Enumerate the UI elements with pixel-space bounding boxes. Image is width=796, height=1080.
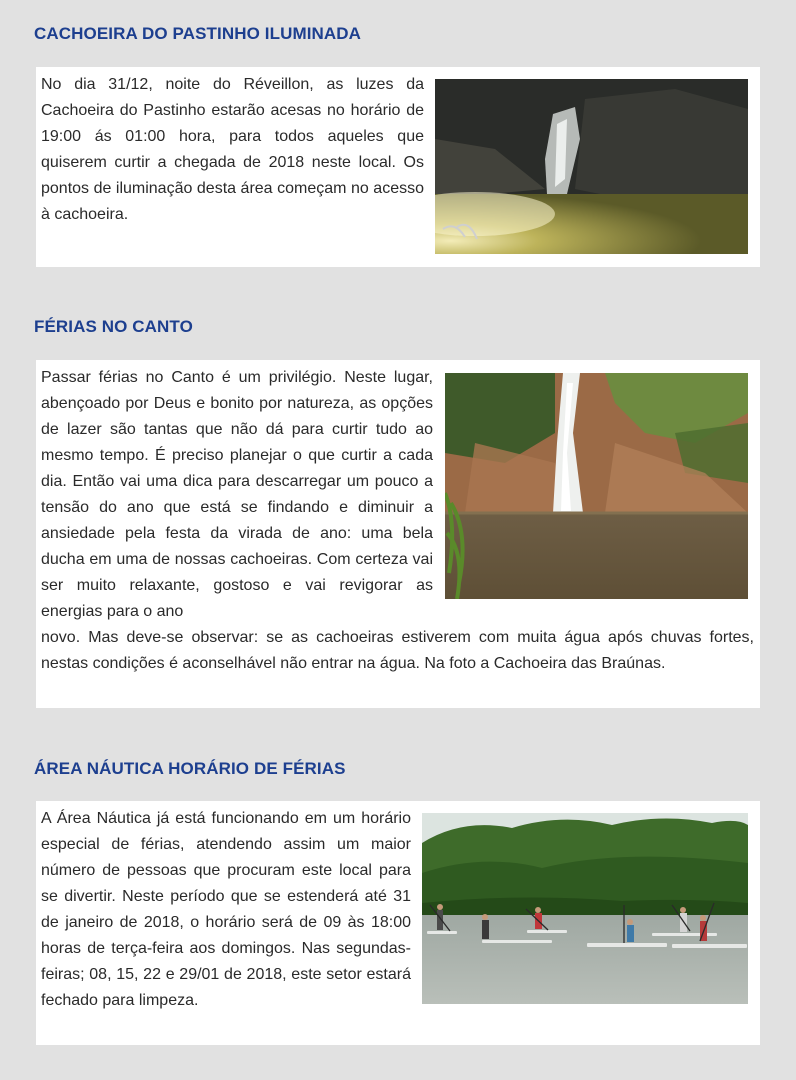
article-card [36,801,760,1045]
article-text: A Área Náutica já está funcionando em um horário especial de férias, atendendo assim um maior número de pessoas que procuram este local para se divertir. Neste período que se estenderá até 31 de janeiro de 2018, o horário será de 09 às 18:00 horas de terça-feira aos domingos. Nas segundas-feiras; 08, 15, 22 e 29/01 de 2018, este setor estará fechado para limpeza. [41,810,411,1009]
article-title: ÁREA NÁUTICA HORÁRIO DE FÉRIAS [34,759,346,778]
paddleboard-lake-photo [422,813,748,1004]
article-card [36,67,760,267]
waterfall-photo [445,373,748,599]
article-title: FÉRIAS NO CANTO [34,317,193,336]
article-title: CACHOEIRA DO PASTINHO ILUMINADA [34,24,362,43]
illuminated-waterfall-photo [435,79,748,254]
article-text-continued: novo. Mas deve-se observar: se as cachoeiras estiverem com muita água após chuvas fortes, nestas condições é aconselhável não entrar na água. Na foto a Cachoeira das Braúnas. [41,629,754,672]
article-text: No dia 31/12, noite do Réveillon, as luzes da Cachoeira do Pastinho estarão acesas no horário de 19:00 ás 01:00 hora, para todos aqueles que quiserem curtir a chegada de 2018 neste local. Os pontos de iluminação desta área começam no acesso à cachoeira. [41,76,424,223]
article-card [36,360,760,708]
article-text: Passar férias no Canto é um privilégio. Neste lugar, abençoado por Deus e bonito por natureza, as opções de lazer são tantas que não dá para curtir tudo ao mesmo tempo. É preciso planejar o que curtir a cada dia. Então vai uma dica para descarregar um pouco a tensão do ano que está se findando e diminuir a ansiedade pela festa da virada de ano: uma bela ducha em uma de nossas cachoeiras. Com certeza vai ser muito relaxante, gostoso e vai revigorar as energias para o ano [41,369,433,620]
